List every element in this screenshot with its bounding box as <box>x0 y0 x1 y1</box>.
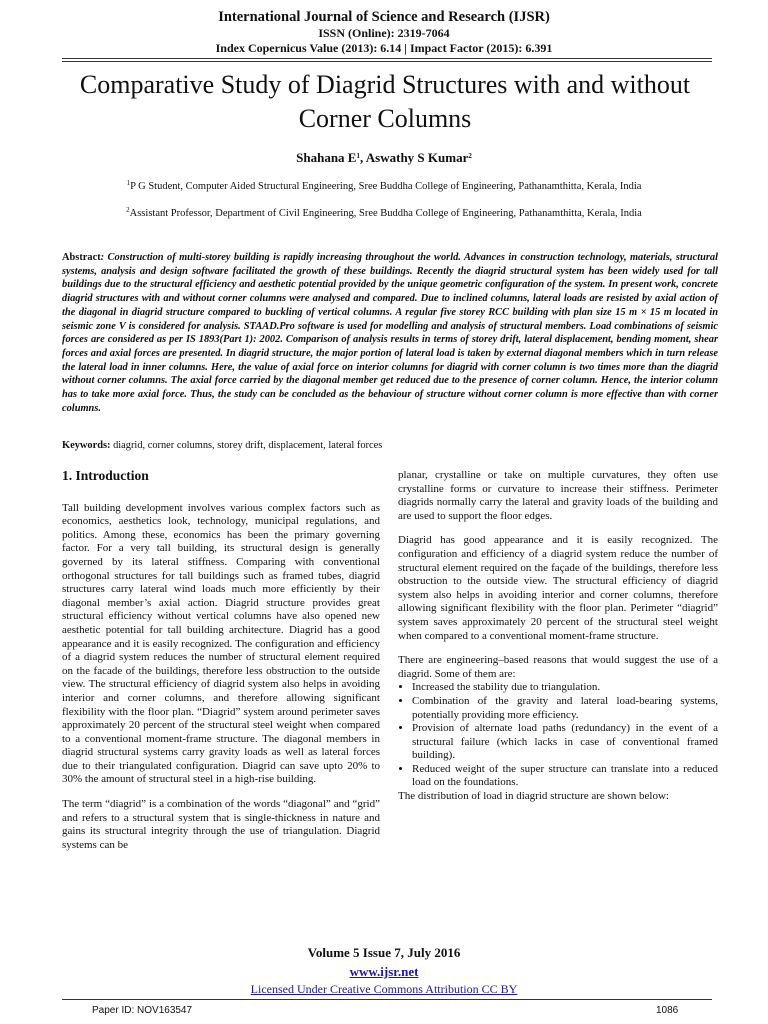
paper-id: Paper ID: NOV163547 <box>92 1005 193 1016</box>
left-column <box>62 469 380 863</box>
footer-rule <box>62 999 712 1000</box>
header-rule <box>62 58 712 59</box>
intro-paragraph-3: planar, crystalline or take on multiple curvatures, they often use crystalline forms or curvature to increase their stiffness. Perimeter diagrids normally carry the lateral and gravity loads of the building and are used to support the floor edges. <box>398 469 718 522</box>
journal-header <box>0 8 768 56</box>
right-column <box>398 469 718 804</box>
author-list <box>0 150 768 166</box>
intro-paragraph-2: The term “diagrid” is a combination of the words “diagonal” and “grid” and refers to a structural system that is single-thickness in nature and gains its structural integrity through the use of triangulation. Diagrid systems can be <box>62 798 380 851</box>
journal-name: International Journal of Science and Research (IJSR) <box>218 9 550 25</box>
journal-url-link[interactable]: www.ijsr.net <box>349 964 419 979</box>
page-number: 1086 <box>656 1005 679 1016</box>
author-separator: , <box>359 150 366 165</box>
author-2: Aswathy S Kumar <box>365 150 469 165</box>
keywords-label: Keywords: <box>62 440 111 451</box>
list-item: • Combination of the gravity and lateral load-bearing systems, potentially providing more efficiency. <box>412 695 718 722</box>
header-rule-thin <box>62 61 712 62</box>
affiliation-2-sup: 2 <box>126 206 130 214</box>
list-item: • Reduced weight of the super structure can translate into a reduced load on the foundations. <box>412 763 718 790</box>
keywords-text: diagrid, corner columns, storey drift, displacement, lateral forces <box>110 440 383 451</box>
list-item: • Increased the stability due to triangulation. <box>412 681 718 695</box>
intro-paragraph-5: There are engineering–based reasons that would suggest the use of a diagrid. Some of them are: <box>398 654 718 680</box>
author-1: Shahana E <box>296 150 357 165</box>
issn-line: ISSN (Online): 2319-7064 <box>318 26 450 40</box>
affiliation-1 <box>0 181 768 192</box>
reasons-list <box>398 681 718 790</box>
volume-info: Volume 5 Issue 7, July 2016 <box>307 945 461 960</box>
intro-paragraph-6: The distribution of load in diagrid structure are shown below: <box>398 790 669 803</box>
affiliation-2-text: Assistant Professor, Department of Civil Engineering, Sree Buddha College of Engineering, Pathanamthitta, Kerala, India <box>129 208 642 219</box>
list-item: • Provision of alternate load paths (redundancy) in the event of a structural failure (which lacks in case of conventional framed building). <box>412 722 718 763</box>
abstract <box>62 251 718 415</box>
license-link[interactable]: Licensed Under Creative Commons Attribution CC BY <box>250 982 518 996</box>
index-line: Index Copernicus Value (2013): 6.14 | Impact Factor (2015): 6.391 <box>215 41 553 55</box>
affiliation-1-text: P G Student, Computer Aided Structural Engineering, Sree Buddha College of Engineering, Pathanamthitta, Kerala, India <box>130 181 642 192</box>
author-1-sup: 1 <box>356 152 360 160</box>
author-2-sup: 2 <box>468 152 472 160</box>
intro-paragraph-4: Diagrid has good appearance and it is easily recognized. The configuration and efficiency of a diagrid system reduce the number of structural element required on the façade of the buildings, therefore less obstruction to the outside view. The structural efficiency of diagrid system also helps in avoiding interior and corner columns, therefore allowing significant flexibility with the floor plan. Perimeter “diagrid” system saves approximately 20 percent of the structural steel weight when compared to a conventional moment-frame structure. <box>398 534 718 642</box>
affiliation-1-sup: 1 <box>126 179 131 187</box>
paper-title: Comparative Study of Diagrid Structures with and without Corner Columns <box>79 70 691 133</box>
abstract-text: : Construction of multi-storey building is rapidly increasing throughout the world. Advances in construction technology, materials, structural systems, analysis and design software facilitated the growth of these buildings. Recently the diagrid structural system has been widely used for tall buildings due to the structural efficiency and aesthetic potential provided by the unique geometric configuration of the system. In present work, concrete diagrid structures with and without corner columns were analysed and compared. Due to inclined columns, lateral loads are resisted by axial action of the diagonal in diagrid structure compared to buckling of vertical columns. A regular five storey RCC building with plan size 15 m × 15 m located in seismic zone V is considered for analysis. STAAD.Pro software is used for modelling and analysis of structural members. Load combinations of seismic forces are considered as per IS 1893(Part 1): 2002. Comparison of analysis results in terms of storey drift, lateral displacement, bending moment, shear forces and axial forces are presented. In diagrid structure, the major portion of lateral load is taken by external diagonal members which in turn release the lateral load in inner columns. Here, the value of axial force on interior columns for diagrid with corner column is two times more than the diagrid without corner columns. The axial force carried by the diagonal member get reduced due to the presence of corner column. Hence, the interior column has to take more axial force. Thus, the study can be concluded as the behaviour of structure without corner column is more effective than with corner columns. <box>62 252 718 414</box>
abstract-label: Abstract <box>62 252 101 263</box>
affiliation-2 <box>0 208 768 219</box>
intro-paragraph-1: Tall building development involves various complex factors such as economics, aesthetics look, technology, municipal regulations, and politics. Among these, economics has been the primary governing factor. For a very tall building, its structural design is generally governed by its lateral stiffness. Comparing with conventional orthogonal structures for tall buildings such as framed tubes, diagrid structures carry lateral wind loads much more efficiently by their diagonal member’s axial action. Diagrid structure provides great structural efficiency without vertical columns have also opened new aesthetic potential for tall building architecture. Diagrid has a good appearance and it is easily recognized. The configuration and efficiency of a diagrid system reduces the number of structural element required on the facade of the buildings, therefore less obstruction to the outside view. The structural efficiency of diagrid system also helps in avoiding interior and corner columns, and therefore allowing significant flexibility with the floor plan. “Diagrid” system around perimeter saves approximately 20 percent of the structural steel weight when compared to a conventional moment-frame structure. The diagonal members in diagrid structural systems carry gravity loads as well as lateral forces due to their triangulated configuration. Diagrid can save upto 20% to 30% the amount of structural steel in a high-rise building. <box>62 501 380 786</box>
keywords <box>62 440 718 451</box>
section-heading-introduction: 1. Introduction <box>62 468 149 483</box>
